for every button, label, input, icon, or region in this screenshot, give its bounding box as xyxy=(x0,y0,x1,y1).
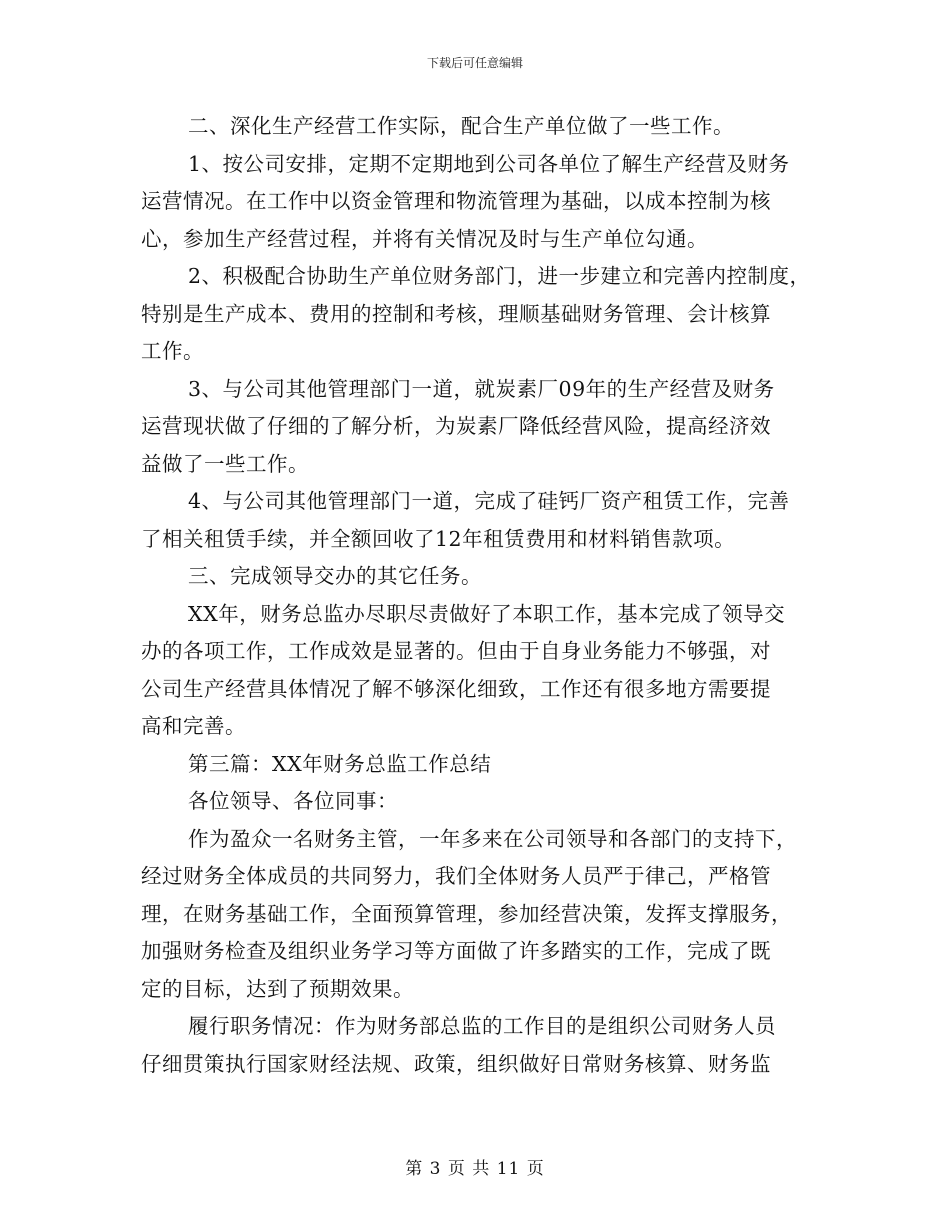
text-line: 二、深化生产经营工作实际，配合生产单位做了一些工作。 xyxy=(188,114,734,138)
text-line: 仔细贯策执行国家财经法规、政策，组织做好日常财务核算、财务监 xyxy=(141,1051,771,1076)
text-line: 办的各项工作，工作成效是显著的。但由于自身业务能力不够强，对 xyxy=(141,639,771,663)
text-line: 心，参加生产经营过程，并将有关情况及时与生产单位勾通。 xyxy=(141,226,708,251)
text-line: 作为盈众一名财务主管，一年多来在公司领导和各部门的支持下， xyxy=(188,826,797,851)
text-line: 1、按公司安排，定期不定期地到公司各单位了解生产经营及财务 xyxy=(188,151,790,176)
text-line: 4、与公司其他管理部门一道，完成了硅钙厂资产租赁工作，完善 xyxy=(188,489,790,513)
text-line: 了相关租赁手续，并全额回收了12年租赁费用和材料销售款项。 xyxy=(141,526,736,551)
text-line: 2、积极配合协助生产单位财务部门，进一步建立和完善内控制度， xyxy=(188,264,811,288)
text-line: XX年，财务总监办尽职尽责做好了本职工作，基本完成了领导交 xyxy=(188,601,786,626)
text-line: 三、完成领导交办的其它任务。 xyxy=(188,564,482,588)
text-line: 工作。 xyxy=(141,339,204,363)
text-line: 3、与公司其他管理部门一道，就炭素厂09年的生产经营及财务 xyxy=(188,376,775,401)
text-line: 特别是生产成本、费用的控制和考核，理顺基础财务管理、会计核算 xyxy=(141,301,771,326)
text-line: 履行职务情况：作为财务部总监的工作目的是组织公司财务人员 xyxy=(188,1014,776,1038)
text-line: 公司生产经营具体情况了解不够深化细致，工作还有很多地方需要提 xyxy=(141,676,771,701)
text-line: 运营现状做了仔细的了解分析，为炭素厂降低经营风险，提高经济效 xyxy=(141,414,771,438)
page-number: 第 3 页 共 11 页 xyxy=(405,1159,545,1179)
text-line: 经过财务全体成员的共同努力，我们全体财务人员严于律己，严格管 xyxy=(141,864,771,888)
text-line: 定的目标，达到了预期效果。 xyxy=(141,976,414,1001)
text-line: 第三篇：XX年财务总监工作总结 xyxy=(188,751,492,776)
header-note: 下载后可任意编辑 xyxy=(426,56,523,70)
text-line: 各位领导、各位同事： xyxy=(188,789,398,813)
text-line: 加强财务检查及组织业务学习等方面做了许多踏实的工作，完成了既 xyxy=(141,939,771,963)
text-line: 益做了一些工作。 xyxy=(141,451,309,476)
document-body xyxy=(141,108,821,1083)
text-line: 高和完善。 xyxy=(141,714,246,738)
text-line: 理，在财务基础工作，全面预算管理，参加经营决策，发挥支撑服务， xyxy=(141,901,792,926)
text-line: 运营情况。在工作中以资金管理和物流管理为基础，以成本控制为核 xyxy=(141,189,771,213)
